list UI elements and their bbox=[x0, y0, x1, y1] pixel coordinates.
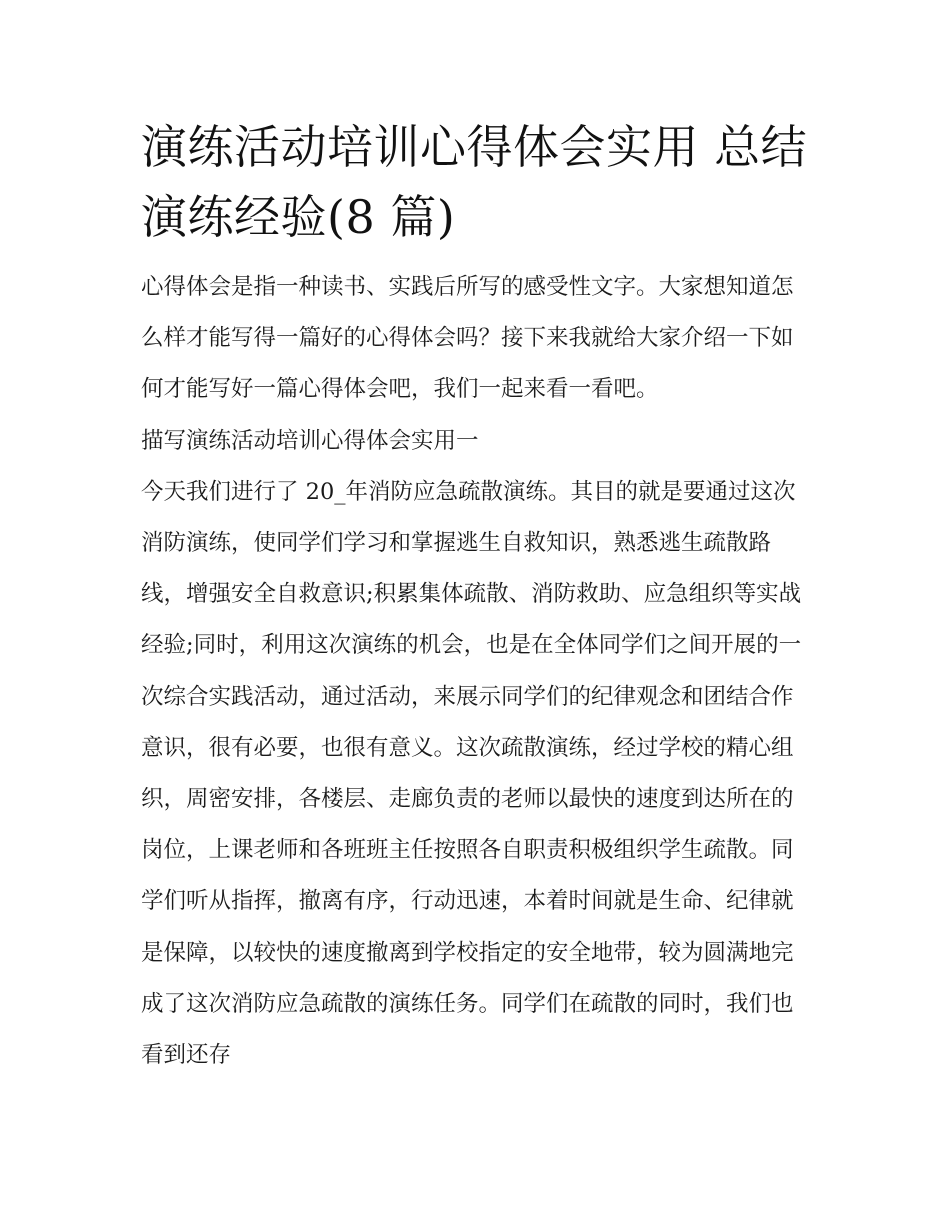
document-body bbox=[141, 262, 813, 1081]
document-title: 演练活动培训心得体会实用 总结演练经验(8 篇) bbox=[141, 120, 808, 244]
section-heading: 描写演练活动培训心得体会实用一 bbox=[141, 427, 479, 454]
section-paragraph: 今天我们进行了 20_年消防应急疏散演练。其目的就是要通过这次消防演练，使同学们学习和掌握逃生自救知识，熟悉逃生疏散路线，增强安全自救意识;积累集体疏散、消防救助、应急组织等实战经验;同时，利用这次演练的机会，也是在全体同学们之间开展的一次综合实践活动，通过活动，来展示同学们的纪律观念和团结合作意识，很有必要，也很有意义。这次疏散演练，经过学校的精心组织，周密安排，各楼层、走廊负责的老师以最快的速度到达所在的岗位，上课老师和各班班主任按照各自职责积极组织学生疏散。同学们听从指挥，撤离有序，行动迅速，本着时间就是生命、纪律就是保障，以较快的速度撤离到学校指定的安全地带，较为圆满地完成了这次消防应急疏散的演练任务。同学们在疏散的同时，我们也看到还存 bbox=[141, 478, 802, 1069]
document-content bbox=[141, 112, 813, 1081]
intro-paragraph: 心得体会是指一种读书、实践后所写的感受性文字。大家想知道怎么样才能写得一篇好的心得体会吗？接下来我就给大家介绍一下如何才能写好一篇心得体会吧，我们一起来看一看吧。 bbox=[141, 274, 794, 403]
